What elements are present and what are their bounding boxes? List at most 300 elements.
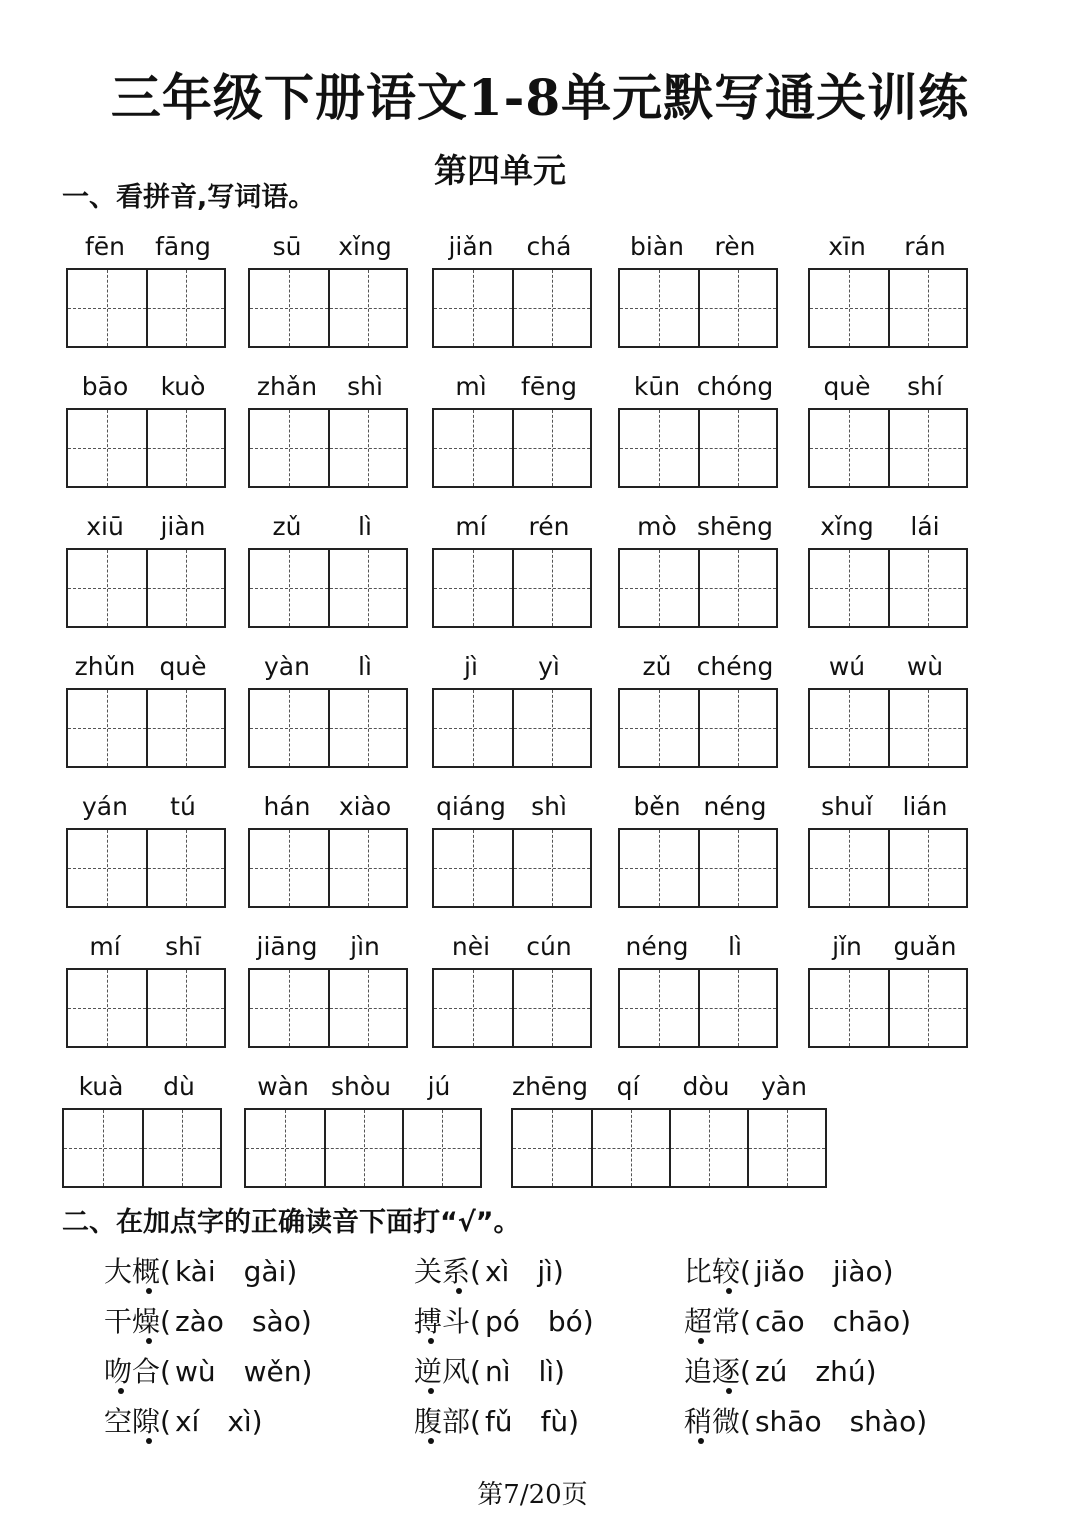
writing-cell[interactable] <box>620 970 698 1046</box>
close-paren: ) <box>300 1305 312 1338</box>
word-box <box>618 502 778 628</box>
character-grid <box>66 828 226 908</box>
pinyin-syllable: tú <box>170 792 196 821</box>
writing-cell[interactable] <box>512 690 590 766</box>
pinyin-syllable: néng <box>625 932 689 961</box>
word-text: 逆风 <box>414 1355 471 1388</box>
word-box <box>248 642 408 768</box>
pinyin-row <box>808 362 968 402</box>
writing-cell[interactable] <box>434 830 512 906</box>
character-grid <box>248 408 408 488</box>
writing-cell[interactable] <box>68 410 146 486</box>
word-text: 大概 <box>104 1255 161 1288</box>
pinyin-syllable: xǐng <box>820 512 874 541</box>
writing-cell[interactable] <box>810 550 888 626</box>
word-box <box>66 782 226 908</box>
section-1-heading: 一、看拼音,写词语。 <box>62 182 316 213</box>
reading-option-a[interactable]: cāo <box>754 1305 805 1338</box>
dotted-word <box>414 1400 470 1440</box>
reading-option-b[interactable]: lì <box>538 1355 555 1388</box>
character-grid <box>808 548 968 628</box>
reading-option-b[interactable]: zhú <box>815 1355 866 1388</box>
emphasis-dot-icon <box>428 1388 434 1394</box>
pinyin-syllable: kuò <box>160 372 206 401</box>
word-box <box>618 362 778 488</box>
pinyin-syllable: hán <box>263 792 311 821</box>
pinyin-row <box>66 222 226 262</box>
reading-option-b[interactable]: sào <box>251 1305 301 1338</box>
emphasis-dot-icon <box>118 1388 124 1394</box>
writing-cell[interactable] <box>328 270 406 346</box>
pinyin-syllable: néng <box>703 792 767 821</box>
emphasis-dot-icon <box>146 1288 152 1294</box>
character-grid <box>62 1108 222 1188</box>
reading-option-b[interactable]: jiào <box>832 1255 883 1288</box>
writing-cell[interactable] <box>402 1110 480 1186</box>
character-grid <box>66 548 226 628</box>
writing-cell[interactable] <box>146 970 224 1046</box>
writing-cell[interactable] <box>68 970 146 1046</box>
word-text: 追逐 <box>684 1355 741 1388</box>
pronunciation-item <box>414 1350 565 1390</box>
character-grid <box>432 408 592 488</box>
reading-option-a[interactable]: xì <box>484 1255 510 1288</box>
writing-cell[interactable] <box>888 830 966 906</box>
pronunciation-item <box>104 1400 263 1440</box>
pinyin-syllable: xǐng <box>338 232 392 261</box>
reading-option-b[interactable]: gài <box>243 1255 287 1288</box>
pinyin-syllable: cún <box>526 932 572 961</box>
writing-cell[interactable] <box>888 690 966 766</box>
reading-option-a[interactable]: zào <box>174 1305 224 1338</box>
pinyin-syllable: yàn <box>761 1072 807 1101</box>
reading-option-a[interactable]: jiǎo <box>754 1255 805 1288</box>
reading-option-b[interactable]: fù <box>540 1405 569 1438</box>
word-box <box>808 222 968 348</box>
pinyin-syllable: mí <box>89 932 121 961</box>
word-box <box>244 1062 482 1188</box>
writing-cell[interactable] <box>142 1110 220 1186</box>
character-grid <box>432 688 592 768</box>
pinyin-syllable: fēn <box>84 232 126 261</box>
reading-option-a[interactable]: zú <box>754 1355 788 1388</box>
unit-title: 第四单元 <box>434 151 566 190</box>
word-box <box>432 642 592 768</box>
writing-cell[interactable] <box>888 550 966 626</box>
writing-cell[interactable] <box>512 270 590 346</box>
writing-cell[interactable] <box>698 550 776 626</box>
pinyin-row <box>248 502 408 542</box>
word-box <box>432 502 592 628</box>
pinyin-syllable: rán <box>904 232 946 261</box>
pinyin-syllable: shì <box>347 372 383 401</box>
word-box <box>66 222 226 348</box>
word-box <box>248 922 408 1048</box>
pronunciation-item <box>684 1400 927 1440</box>
open-paren: ( <box>740 1355 751 1388</box>
character-grid <box>66 968 226 1048</box>
open-paren: ( <box>470 1405 481 1438</box>
pinyin-syllable: lián <box>902 792 948 821</box>
writing-cell[interactable] <box>250 970 328 1046</box>
pinyin-syllable: chá <box>526 232 572 261</box>
character-grid <box>618 268 778 348</box>
word-box <box>432 922 592 1048</box>
pinyin-row <box>808 642 968 682</box>
pinyin-syllable: jiǎn <box>448 232 494 261</box>
pinyin-row <box>248 362 408 402</box>
pronunciation-item <box>414 1300 594 1340</box>
writing-cell[interactable] <box>328 550 406 626</box>
reading-option-a[interactable]: fǔ <box>484 1405 513 1438</box>
writing-cell[interactable] <box>250 410 328 486</box>
writing-cell[interactable] <box>68 830 146 906</box>
word-box <box>66 502 226 628</box>
writing-cell[interactable] <box>324 1110 402 1186</box>
pinyin-syllable: mì <box>455 372 487 401</box>
open-paren: ( <box>160 1305 171 1338</box>
word-text: 关系 <box>414 1255 471 1288</box>
writing-cell[interactable] <box>434 410 512 486</box>
writing-cell[interactable] <box>250 270 328 346</box>
writing-cell[interactable] <box>146 410 224 486</box>
writing-cell[interactable] <box>810 970 888 1046</box>
pinyin-syllable: shì <box>531 792 567 821</box>
word-text: 搏斗 <box>414 1305 471 1338</box>
writing-cell[interactable] <box>328 690 406 766</box>
pinyin-syllable: què <box>159 652 207 681</box>
pinyin-syllable: jú <box>427 1072 451 1101</box>
writing-cell[interactable] <box>620 410 698 486</box>
word-box <box>248 782 408 908</box>
pinyin-syllable: jiàn <box>160 512 206 541</box>
pinyin-syllable: guǎn <box>893 932 957 961</box>
emphasis-dot-icon <box>726 1288 732 1294</box>
writing-cell[interactable] <box>888 410 966 486</box>
pinyin-syllable: zǔ <box>642 652 672 681</box>
writing-cell[interactable] <box>64 1110 142 1186</box>
page-title: 三年级下册语文1-8单元默写通关训练 <box>110 68 970 127</box>
dotted-word <box>684 1300 740 1340</box>
word-box <box>432 782 592 908</box>
writing-cell[interactable] <box>68 690 146 766</box>
dotted-word <box>684 1250 740 1290</box>
character-grid <box>808 968 968 1048</box>
character-grid <box>432 968 592 1048</box>
character-grid <box>618 968 778 1048</box>
pronunciation-item <box>684 1350 877 1390</box>
writing-cell[interactable] <box>620 270 698 346</box>
writing-cell[interactable] <box>888 970 966 1046</box>
pinyin-syllable: chéng <box>696 652 774 681</box>
reading-option-b[interactable]: wěn <box>243 1355 302 1388</box>
writing-cell[interactable] <box>698 410 776 486</box>
word-text: 比较 <box>684 1255 741 1288</box>
pinyin-row <box>808 782 968 822</box>
writing-cell[interactable] <box>620 550 698 626</box>
pronunciation-item <box>104 1350 312 1390</box>
writing-cell[interactable] <box>512 970 590 1046</box>
pinyin-syllable: yàn <box>264 652 310 681</box>
pinyin-row <box>618 222 778 262</box>
writing-cell[interactable] <box>591 1110 669 1186</box>
pinyin-syllable: què <box>823 372 871 401</box>
pinyin-syllable: jiāng <box>256 932 318 961</box>
close-paren: ) <box>568 1405 580 1438</box>
writing-cell[interactable] <box>434 970 512 1046</box>
reading-option-a[interactable]: pó <box>484 1305 520 1338</box>
writing-cell[interactable] <box>698 690 776 766</box>
writing-cell[interactable] <box>68 270 146 346</box>
word-text: 空隙 <box>104 1405 161 1438</box>
character-grid <box>432 828 592 908</box>
pinyin-row <box>248 922 408 962</box>
writing-cell[interactable] <box>250 830 328 906</box>
word-box <box>432 362 592 488</box>
reading-option-a[interactable]: xí <box>174 1405 200 1438</box>
dotted-word <box>104 1300 160 1340</box>
pinyin-syllable: qí <box>616 1072 640 1101</box>
character-grid <box>248 968 408 1048</box>
reading-option-b[interactable]: bó <box>547 1305 583 1338</box>
open-paren: ( <box>470 1305 481 1338</box>
emphasis-dot-icon <box>146 1338 152 1344</box>
reading-option-b[interactable]: chāo <box>832 1305 901 1338</box>
pinyin-syllable: dù <box>163 1072 195 1101</box>
writing-cell[interactable] <box>434 270 512 346</box>
pinyin-row <box>618 502 778 542</box>
word-text: 腹部 <box>414 1405 471 1438</box>
character-grid <box>66 268 226 348</box>
pinyin-syllable: shī <box>165 932 201 961</box>
pinyin-syllable: kūn <box>633 372 681 401</box>
pinyin-syllable: shēng <box>697 512 773 541</box>
writing-cell[interactable] <box>146 830 224 906</box>
writing-cell[interactable] <box>888 270 966 346</box>
word-box <box>618 642 778 768</box>
writing-cell[interactable] <box>620 830 698 906</box>
pinyin-syllable: mò <box>637 512 677 541</box>
pinyin-syllable: qiáng <box>436 792 506 821</box>
pinyin-syllable: jìn <box>350 932 380 961</box>
pinyin-row <box>432 922 592 962</box>
open-paren: ( <box>740 1255 751 1288</box>
pronunciation-item <box>104 1250 297 1290</box>
pinyin-syllable: rèn <box>714 232 756 261</box>
close-paren: ) <box>882 1255 894 1288</box>
close-paren: ) <box>301 1355 313 1388</box>
writing-cell[interactable] <box>246 1110 324 1186</box>
character-grid <box>66 688 226 768</box>
pinyin-row <box>248 222 408 262</box>
writing-cell[interactable] <box>512 550 590 626</box>
character-grid <box>66 408 226 488</box>
pronunciation-item <box>414 1400 579 1440</box>
dotted-word <box>414 1350 470 1390</box>
open-paren: ( <box>740 1305 751 1338</box>
pinyin-row <box>66 362 226 402</box>
reading-option-a[interactable]: shāo <box>754 1405 822 1438</box>
pinyin-syllable: zhǎn <box>256 372 318 401</box>
pinyin-syllable: zǔ <box>272 512 302 541</box>
writing-cell[interactable] <box>434 690 512 766</box>
pinyin-syllable: lì <box>728 932 742 961</box>
character-grid <box>511 1108 827 1188</box>
word-box <box>808 642 968 768</box>
dotted-word <box>104 1250 160 1290</box>
pinyin-syllable: shòu <box>330 1072 391 1101</box>
emphasis-dot-icon <box>428 1338 434 1344</box>
pinyin-row <box>66 642 226 682</box>
writing-cell[interactable] <box>810 270 888 346</box>
character-grid <box>244 1108 482 1188</box>
close-paren: ) <box>582 1305 594 1338</box>
word-box <box>66 642 226 768</box>
pinyin-row <box>66 782 226 822</box>
pinyin-syllable: fēng <box>521 372 577 401</box>
character-grid <box>808 688 968 768</box>
pinyin-syllable: wù <box>906 652 944 681</box>
pinyin-syllable: chóng <box>696 372 774 401</box>
word-box <box>66 362 226 488</box>
writing-cell[interactable] <box>513 1110 591 1186</box>
open-paren: ( <box>160 1355 171 1388</box>
word-box <box>618 782 778 908</box>
pinyin-syllable: běn <box>633 792 681 821</box>
dotted-word <box>104 1400 160 1440</box>
character-grid <box>432 268 592 348</box>
writing-cell[interactable] <box>698 830 776 906</box>
pinyin-syllable: lì <box>358 512 372 541</box>
pinyin-row <box>618 362 778 402</box>
word-text: 稍微 <box>684 1405 741 1438</box>
reading-option-b[interactable]: jì <box>537 1255 553 1288</box>
pinyin-syllable: jǐn <box>832 932 862 961</box>
writing-cell[interactable] <box>146 550 224 626</box>
pinyin-syllable: xiū <box>86 512 124 541</box>
reading-option-a[interactable]: wù <box>174 1355 216 1388</box>
pinyin-syllable: shí <box>907 372 943 401</box>
pinyin-row <box>62 1062 222 1102</box>
word-box <box>808 362 968 488</box>
pinyin-syllable: yán <box>82 792 128 821</box>
writing-cell[interactable] <box>810 410 888 486</box>
pinyin-row <box>66 922 226 962</box>
open-paren: ( <box>470 1255 481 1288</box>
pronunciation-item <box>684 1250 894 1290</box>
pinyin-syllable: xīn <box>828 232 866 261</box>
word-box <box>248 362 408 488</box>
dotted-word <box>684 1350 740 1390</box>
open-paren: ( <box>160 1405 171 1438</box>
open-paren: ( <box>470 1355 481 1388</box>
pinyin-syllable: sū <box>272 232 302 261</box>
writing-cell[interactable] <box>698 970 776 1046</box>
pinyin-row <box>244 1062 482 1102</box>
pinyin-row <box>66 502 226 542</box>
pinyin-row <box>432 222 592 262</box>
character-grid <box>248 828 408 908</box>
writing-cell[interactable] <box>512 830 590 906</box>
writing-cell[interactable] <box>146 690 224 766</box>
pinyin-syllable: wú <box>828 652 866 681</box>
word-text: 干燥 <box>104 1305 161 1338</box>
section-2-heading: 二、在加点字的正确读音下面打“√”。 <box>62 1207 521 1238</box>
writing-cell[interactable] <box>250 550 328 626</box>
writing-cell[interactable] <box>146 270 224 346</box>
close-paren: ) <box>865 1355 877 1388</box>
close-paren: ) <box>916 1405 928 1438</box>
writing-cell[interactable] <box>669 1110 747 1186</box>
character-grid <box>808 828 968 908</box>
writing-cell[interactable] <box>810 690 888 766</box>
pinyin-row <box>808 922 968 962</box>
pinyin-syllable: nèi <box>451 932 491 961</box>
emphasis-dot-icon <box>456 1288 462 1294</box>
pinyin-syllable: wàn <box>257 1072 309 1101</box>
emphasis-dot-icon <box>698 1438 704 1444</box>
writing-cell[interactable] <box>747 1110 825 1186</box>
word-box <box>62 1062 222 1188</box>
pinyin-syllable: rén <box>528 512 570 541</box>
word-box <box>511 1062 827 1188</box>
writing-cell[interactable] <box>698 270 776 346</box>
word-box <box>432 222 592 348</box>
writing-cell[interactable] <box>328 830 406 906</box>
character-grid <box>248 548 408 628</box>
pronunciation-item <box>684 1300 911 1340</box>
reading-option-a[interactable]: kài <box>174 1255 216 1288</box>
reading-option-b[interactable]: shào <box>849 1405 917 1438</box>
close-paren: ) <box>554 1355 565 1388</box>
pinyin-syllable: mí <box>455 512 487 541</box>
dotted-word <box>104 1350 160 1390</box>
pinyin-row <box>248 642 408 682</box>
reading-option-b[interactable]: xì <box>227 1405 252 1438</box>
writing-cell[interactable] <box>512 410 590 486</box>
reading-option-a[interactable]: nì <box>484 1355 511 1388</box>
writing-cell[interactable] <box>620 690 698 766</box>
pinyin-syllable: fāng <box>155 232 211 261</box>
writing-cell[interactable] <box>328 410 406 486</box>
writing-cell[interactable] <box>68 550 146 626</box>
pinyin-syllable: dòu <box>682 1072 730 1101</box>
pinyin-syllable: biàn <box>630 232 684 261</box>
emphasis-dot-icon <box>726 1388 732 1394</box>
pinyin-syllable: kuà <box>78 1072 124 1101</box>
writing-cell[interactable] <box>810 830 888 906</box>
pinyin-syllable: shuǐ <box>821 792 873 821</box>
writing-cell[interactable] <box>328 970 406 1046</box>
writing-cell[interactable] <box>250 690 328 766</box>
word-box <box>66 922 226 1048</box>
word-box <box>248 502 408 628</box>
pinyin-row <box>432 362 592 402</box>
writing-cell[interactable] <box>434 550 512 626</box>
dotted-word <box>684 1400 740 1440</box>
pinyin-syllable: xiào <box>338 792 392 821</box>
pinyin-row <box>808 222 968 262</box>
dotted-word <box>414 1250 470 1290</box>
close-paren: ) <box>552 1255 564 1288</box>
character-grid <box>808 408 968 488</box>
dotted-word <box>414 1300 470 1340</box>
character-grid <box>618 548 778 628</box>
pinyin-syllable: jì <box>464 652 478 681</box>
word-box <box>618 222 778 348</box>
pinyin-row <box>432 782 592 822</box>
close-paren: ) <box>286 1255 298 1288</box>
